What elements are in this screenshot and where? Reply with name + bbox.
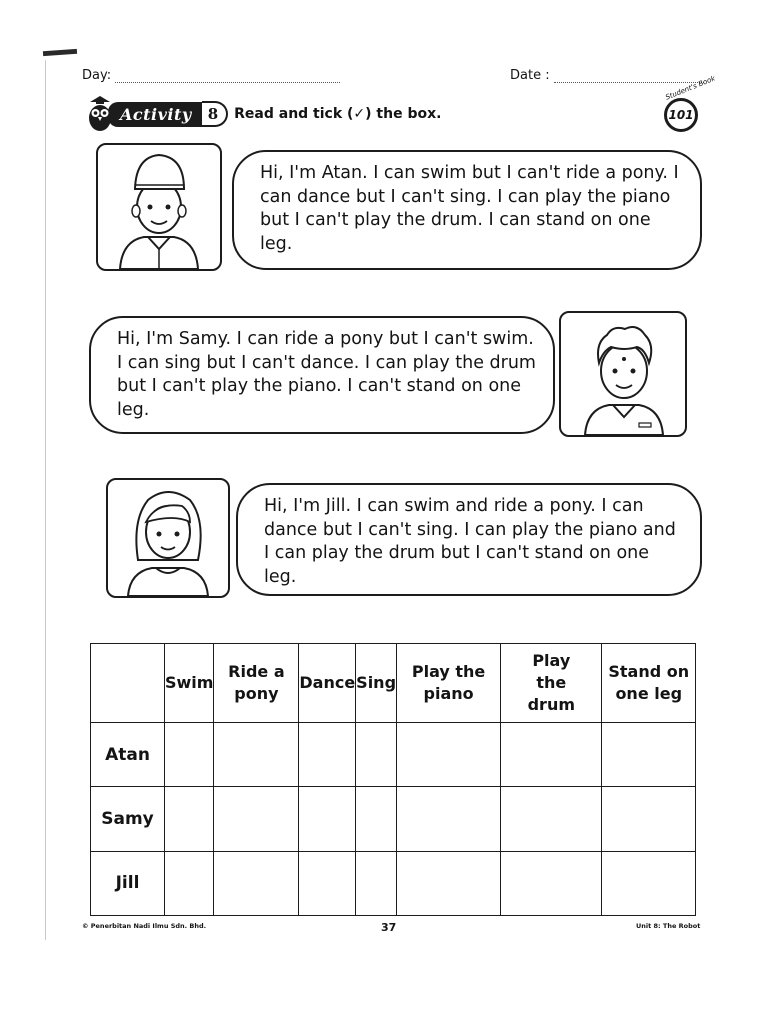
activity-number: 8	[202, 101, 228, 127]
row-header: Samy	[91, 787, 165, 851]
tick-box[interactable]	[356, 851, 397, 915]
book-tag: Student's Book	[664, 74, 717, 102]
tick-box[interactable]	[299, 851, 356, 915]
table-row	[91, 723, 696, 787]
tick-box[interactable]	[397, 723, 501, 787]
column-header: Play the drum	[501, 644, 602, 723]
day-blank[interactable]	[115, 73, 340, 83]
tick-box[interactable]	[299, 723, 356, 787]
left-margin-line	[45, 60, 46, 940]
tick-box[interactable]	[602, 787, 696, 851]
column-header: Dance	[299, 644, 356, 723]
boy-curly-icon	[561, 313, 685, 435]
column-header: Ride a pony	[214, 644, 299, 723]
tick-table	[90, 643, 696, 916]
page-edge-mark	[43, 49, 77, 56]
atan-speech-text: Hi, I'm Atan. I can swim but I can't ride a pony. I can dance but I can't sing. I can play the piano but I can't play the drum. I can stand on one leg.	[260, 163, 679, 254]
date-label: Date :	[510, 68, 550, 83]
tick-box[interactable]	[501, 723, 602, 787]
samy-speech-text: Hi, I'm Samy. I can ride a pony but I can't swim. I can sing but I can't dance. I can play the drum but I can't play the piano. I can't stand on one leg.	[117, 329, 536, 420]
atan-speech-bubble	[232, 150, 702, 270]
column-header: Sing	[356, 644, 397, 723]
publisher-credit: © Penerbitan Nadi Ilmu Sdn. Bhd.	[82, 922, 207, 930]
tick-box[interactable]	[165, 787, 214, 851]
table-header-row	[91, 644, 696, 723]
column-header: Swim	[165, 644, 214, 723]
row-header: Atan	[91, 723, 165, 787]
book-page-badge	[664, 98, 698, 132]
row-header: Jill	[91, 851, 165, 915]
tick-box[interactable]	[299, 787, 356, 851]
tick-box[interactable]	[501, 851, 602, 915]
book-page-number: 101	[668, 108, 694, 122]
girl-icon	[108, 480, 228, 596]
owl-icon	[86, 96, 114, 132]
table-corner-cell	[91, 644, 165, 723]
page-number: 37	[381, 921, 397, 934]
tick-box[interactable]	[165, 723, 214, 787]
boy-cap-icon	[98, 145, 220, 269]
jill-portrait	[106, 478, 230, 598]
tick-box[interactable]	[397, 851, 501, 915]
tick-box[interactable]	[165, 851, 214, 915]
tick-box[interactable]	[602, 723, 696, 787]
column-header: Play the piano	[397, 644, 501, 723]
tick-box[interactable]	[397, 787, 501, 851]
tick-box[interactable]	[356, 723, 397, 787]
atan-portrait	[96, 143, 222, 271]
table-row	[91, 851, 696, 915]
tick-box[interactable]	[602, 851, 696, 915]
unit-label: Unit 8: The Robot	[636, 922, 701, 930]
column-header: Stand on one leg	[602, 644, 696, 723]
table-row	[91, 787, 696, 851]
jill-speech-bubble	[236, 483, 702, 596]
activity-label: Activity	[108, 102, 202, 127]
jill-speech-text: Hi, I'm Jill. I can swim and ride a pony. I can dance but I can't sing. I can play the piano and I can play the drum but I can't stand on one leg.	[264, 496, 676, 587]
tick-box[interactable]	[356, 787, 397, 851]
tick-box[interactable]	[501, 787, 602, 851]
activity-header	[86, 96, 441, 132]
tick-box[interactable]	[214, 787, 299, 851]
tick-box[interactable]	[214, 723, 299, 787]
samy-speech-bubble	[89, 316, 555, 434]
tick-box[interactable]	[214, 851, 299, 915]
day-field[interactable]	[82, 68, 340, 83]
day-label: Day:	[82, 68, 112, 83]
instruction-text: Read and tick (✓) the box.	[234, 106, 442, 122]
date-field[interactable]	[510, 68, 704, 83]
date-blank[interactable]	[554, 73, 704, 83]
samy-portrait	[559, 311, 687, 437]
